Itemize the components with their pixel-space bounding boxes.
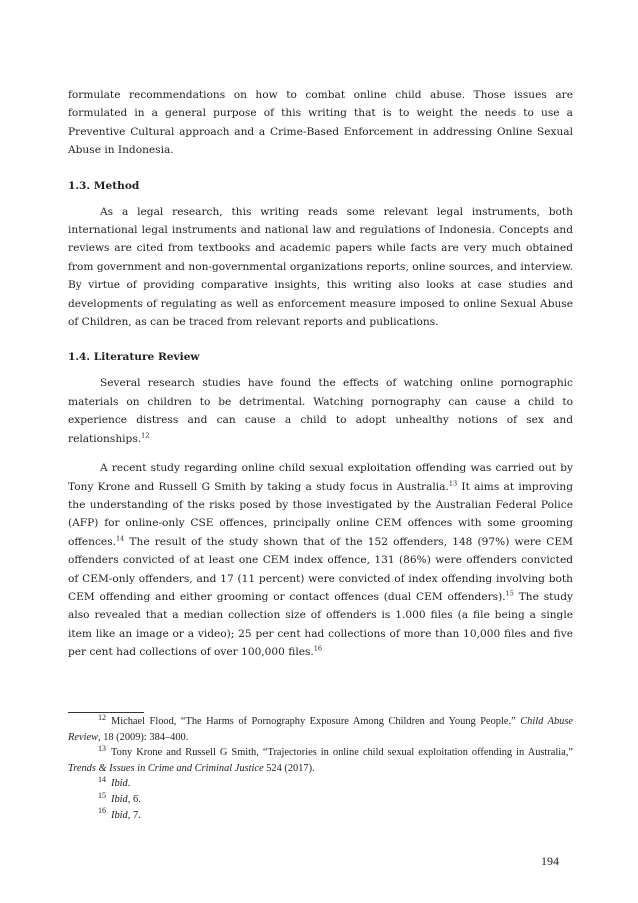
- footnote-number: 16: [98, 806, 106, 816]
- footnote-text: , 7.: [127, 809, 141, 821]
- footnote-15: [68, 792, 573, 808]
- footnote-text: , 18 (2009): 384–400.: [98, 731, 189, 743]
- footnote-title: Ibid: [111, 778, 128, 790]
- literature-p2-text-c: The result of the study shown that of the 152 offenders, 148 (97%) were CEM offenders convicted of at least one CEM index offence, 131 (86%) were offenders convicted of CEM-only offenders, and 17 (11 percent) were convicted of index offending involving both CEM offending and either grooming or contact offences (dual CEM offenders).: [68, 535, 573, 603]
- body-text: [68, 86, 573, 662]
- footnote-text: 524 (2017).: [263, 762, 315, 774]
- footnote-divider: [68, 712, 144, 713]
- footnote-number: 13: [98, 743, 106, 753]
- literature-heading: 1.4. Literature Review: [68, 351, 200, 364]
- method-heading: 1.3. Method: [68, 179, 140, 192]
- footnote-ref-15[interactable]: 15: [505, 589, 514, 598]
- footnote-14: [68, 776, 573, 792]
- method-paragraph: As a legal research, this writing reads some relevant legal instruments, both international legal instruments and national law and regulations of Indonesia. Concepts and reviews are cited from textbooks and academic papers while facts are very much obtained from government and non-governmental organizations reports, online sources, and interview. By virtue of providing comparative insights, this writing also looks at case studies and developments of regulating as well as enforcement measure imposed to online Sexual Abuse of Children, as can be traced from relevant reports and publications.: [68, 205, 573, 329]
- footnote-title: Child Abuse Review: [68, 716, 573, 743]
- footnote-number: 12: [98, 712, 106, 722]
- footnote-number: 15: [98, 790, 106, 800]
- footnote-ref-14[interactable]: 14: [116, 534, 125, 543]
- footnote-ref-16[interactable]: 16: [313, 644, 323, 653]
- footnote-text: Michael Flood, “The Harms of Pornography Exposure Among Children and Young People.”: [111, 716, 521, 727]
- literature-p1-text: Several research studies have found the effects of watching online pornographic materials on children to be detrimental. Watching pornography can cause a child to experience distress and can cause a child to adopt unhealthy notions of sex and relationships.: [68, 377, 573, 445]
- footnote-12: [68, 714, 573, 745]
- footnote-text: Tony Krone and Russell G Smith, “Trajectories in online child sexual exploitation offending in Australia,”: [111, 747, 573, 759]
- literature-paragraph-2: [68, 459, 573, 661]
- footnote-ref-12[interactable]: 12: [141, 431, 150, 440]
- footnote-title: Ibid: [111, 809, 128, 821]
- literature-p2-text-a: A recent study regarding online child sexual exploitation offending was carried out by Tony Krone and Russell G Smith by taking a study focus in Australia.: [68, 462, 573, 493]
- footnote-title: Trends & Issues in Crime and Criminal Justice: [68, 762, 264, 774]
- literature-p2-text-d: The study also revealed that a median collection size of offenders is 1.000 files (a file being a single item like an image or a video); 25 per cent had collections of more than 10,000 files and five per cent had collections of over 100,000 files.: [68, 590, 573, 659]
- literature-paragraph-1: [68, 374, 573, 448]
- intro-paragraph: formulate recommendations on how to combat online child abuse. Those issues are formulated in a general purpose of this writing that is to weight the needs to use a Preventive Cultural approach and a Crime-Based Enforcement in addressing Online Sexual Abuse in Indonesia.: [68, 89, 573, 157]
- footnote-13: [68, 745, 573, 776]
- footnote-number: 14: [98, 774, 106, 784]
- footnote-ref-13[interactable]: 13: [448, 478, 458, 487]
- page-number: 194: [541, 854, 559, 868]
- footnote-16: [68, 808, 573, 824]
- literature-p2-text-b: It aims at improving the understanding of the risks posed by those investigated by the Australian Federal Police (AFP) for online-only CSE offences, principally online CEM offences with some grooming offences.: [68, 480, 573, 548]
- footnote-title: Ibid: [111, 793, 128, 805]
- footnote-text: .: [127, 778, 131, 790]
- footnotes: [68, 712, 573, 823]
- footnote-text: , 6.: [127, 793, 141, 805]
